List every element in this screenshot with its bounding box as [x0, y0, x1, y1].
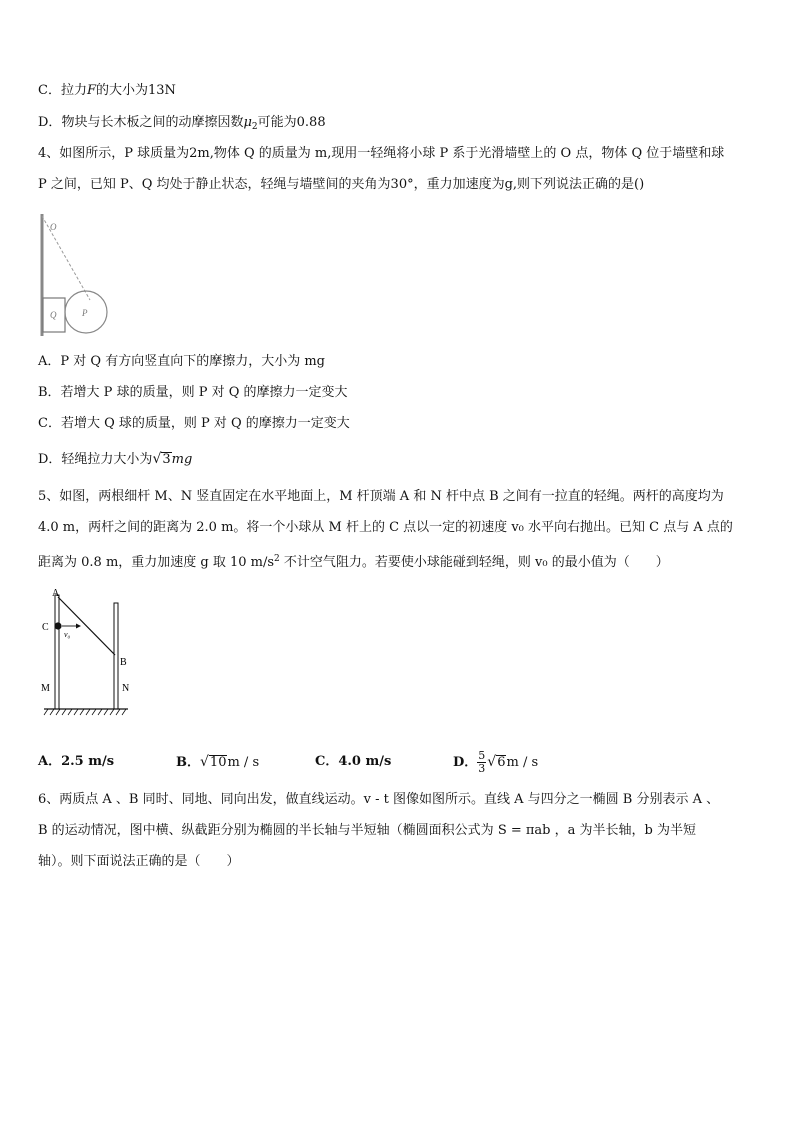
q4-option-a: A．P 对 Q 有方向竖直向下的摩擦力，大小为 mg: [38, 354, 325, 369]
q5-label-a: A: [52, 588, 60, 599]
q6-line2: B 的运动情况，图中横、纵截距分别为椭圆的半长轴与半短轴（椭圆面积公式为 S = πab ，a 为半长轴，b 为半短: [38, 823, 696, 838]
q6-line3: 轴）。则下面说法正确的是（ ）: [38, 854, 240, 869]
q4-figure: [36, 210, 116, 340]
q5-stem-line2: 4.0 m，两杆之间的距离为 2.0 m。将一个小球从 M 杆上的 C 点以一定的初速度 v₀ 水平向右抛出。已知 C 点与 A 点的: [38, 520, 733, 535]
q4-label-p: P: [82, 308, 88, 318]
q4-stem-line2: P 之间，已知 P、Q 均处于静止状态，轻绳与墙壁间的夹角为30°，重力加速度为g,则下列说法正确的是(): [38, 177, 645, 192]
q5-ball: [54, 622, 61, 629]
q6-line1: 6、两质点 A 、B 同时、同地、同向出发，做直线运动。v - t 图像如图所示。直线 A 与四分之一椭圆 B 分别表示 A 、: [38, 792, 720, 807]
q4-label-q: Q: [50, 310, 57, 320]
q4-option-b: B．若增大 P 球的质量，则 P 对 Q 的摩擦力一定变大: [38, 385, 348, 400]
q4-label-o: O: [50, 222, 57, 232]
q5-ground-hatch: [44, 709, 126, 715]
q5-option-c: C．4.0 m/s: [315, 754, 392, 769]
q5-label-v0: v₀: [64, 630, 71, 639]
q5-option-b: B．√10m / s: [176, 754, 260, 770]
q4-option-d: D．轻绳拉力大小为√3mg: [38, 451, 193, 467]
q5-rod-m: [55, 595, 59, 709]
q5-label-b: B: [120, 657, 127, 668]
q5-option-d-fraction: $\frac{5}{3}$: [478, 749, 486, 775]
q5-option-a: A．2.5 m/s: [38, 754, 115, 769]
q5-option-d: D． $\frac{5}{3}$ √6m / s: [453, 749, 539, 775]
q4-option-c: C．若增大 Q 球的质量，则 P 对 Q 的摩擦力一定变大: [38, 416, 350, 431]
q5-label-m: M: [41, 683, 50, 694]
q3-option-c: C．拉力F的大小为13N: [38, 83, 176, 98]
q5-figure: [36, 585, 136, 720]
q5-stem-line3: 距离为 0.8 m，重力加速度 g 取 10 $m/s^2$ 不计空气阻力。若要使小球能碰到轻绳，则 v₀ 的最小值为（ ）: [38, 554, 669, 570]
q5-stem-line1: 5、如图，两根细杆 M、N 竖直固定在水平地面上，M 杆顶端 A 和 N 杆中点 B 之间有一拉直的轻绳。两杆的高度均为: [38, 489, 724, 504]
q5-label-c: C: [42, 622, 49, 633]
q4-stem-line1: 4、如图所示，P 球质量为2m,物体 Q 的质量为 m,现用一轻绳将小球 P 系于光滑墙壁上的 O 点，物体 Q 位于墙壁和球: [38, 146, 725, 161]
q3-option-d: D．物块与长木板之间的动摩擦因数$\mu_2$可能为0.88: [38, 115, 326, 132]
q5-rod-n: [114, 603, 118, 709]
q5-label-n: N: [122, 683, 130, 694]
